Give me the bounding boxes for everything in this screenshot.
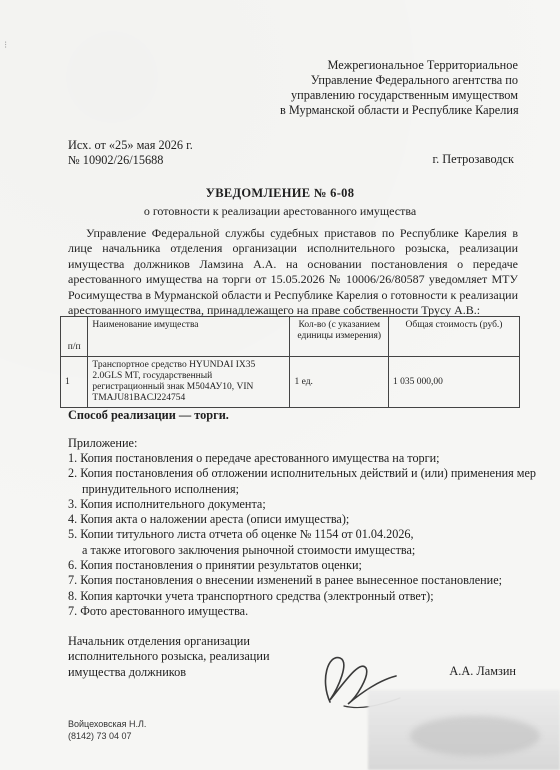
- header-name: Наименование имущества: [88, 317, 290, 357]
- signer-line: исполнительного розыска, реализации: [68, 649, 270, 664]
- attachment-item: а также итогового заключения рыночной стоимости имущества;: [82, 542, 416, 557]
- faded-stamp: [410, 716, 540, 756]
- addressee-line: Управление Федерального агентства по: [310, 73, 518, 87]
- outgoing-date: Исх. от «25» мая 2026 г.: [68, 138, 193, 152]
- signer-line: Начальник отделения организации: [68, 634, 250, 648]
- signer-name: А.А. Ламзин: [449, 664, 516, 678]
- attachment-item: 2. Копия постановления об отложении исполнительных действий и (или) применения мер: [68, 466, 536, 481]
- document-title: УВЕДОМЛЕНИЕ № 6-08: [205, 186, 355, 200]
- header-cost: Общая стоимость (руб.): [388, 317, 519, 357]
- executor-block: [68, 718, 146, 742]
- attachment-item: 6. Копия постановления о принятии результатов оценки;: [68, 558, 362, 573]
- header-num: п/п: [61, 317, 88, 357]
- attachment-item: 3. Копия исполнительного документа;: [68, 496, 266, 511]
- outgoing-reference: [68, 138, 193, 168]
- table-header-row: [61, 317, 520, 357]
- cell-name: Транспортное средство HYUNDAI IX35 2.0GLS MT, государственный регистрационный знак М504АУ10, VIN TMAJU81BACJ224754: [88, 357, 290, 408]
- addressee-line: Межрегиональное Территориальное: [327, 58, 518, 72]
- body-paragraph: Управление Федеральной службы судебных приставов по Республике Карелия в лице начальника отделения организации исполнительного розыска, реализации имущества должников Ламзина А.А. на основании постановления о передаче арестованного имущества на торги от 15.05.2026 № 10006/26/80587 уведомляет МТУ Росимущества в Мурманской области и Республике Карелия о готовности к реализации арестованного имущества, принадлежащего на праве собственности Трусу А.В.:: [68, 226, 518, 318]
- cell-qty: 1 ед.: [290, 357, 389, 408]
- executor-phone: (8142) 73 04 07: [68, 731, 132, 741]
- signer-position: [68, 634, 270, 680]
- outgoing-number: № 10902/26/15688: [68, 153, 164, 167]
- attachment-item: 7. Фото арестованного имущества.: [68, 603, 249, 618]
- attachment-item: принудительного исполнения;: [82, 481, 239, 496]
- attachment-item: 5. Копии титульного листа отчета об оценке № 1154 от 01.04.2026,: [68, 527, 414, 542]
- scan-artifact: ⁝: [4, 40, 8, 51]
- attachments-list: [68, 451, 538, 619]
- addressee-line: управлению государственным имуществом: [290, 88, 518, 102]
- attachment-item: 7. Копия постановления о внесении изменений в ранее вынесенное постановление;: [68, 573, 502, 588]
- attachments-title: Приложение:: [68, 436, 138, 450]
- property-table: [60, 316, 520, 408]
- cell-cost: 1 035 000,00: [388, 357, 519, 408]
- document-subtitle: о готовности к реализации арестованного имущества: [143, 204, 417, 218]
- cell-num: 1: [61, 357, 88, 408]
- addressee-line: в Мурманской области и Республике Карелия: [280, 103, 519, 117]
- attachment-item: 4. Копия акта о наложении ареста (описи имущества);: [68, 512, 350, 527]
- table-row: [61, 357, 520, 408]
- sale-method: Способ реализации — торги.: [68, 408, 229, 422]
- city: г. Петрозаводск: [432, 152, 514, 166]
- executor-name: Войцеховская Н.Л.: [68, 719, 147, 729]
- attachment-item: 8. Копия карточки учета транспортного средства (электронный ответ);: [68, 588, 434, 603]
- header-qty: Кол-во (с указанием единицы измерения): [290, 317, 389, 357]
- attachment-item: 1. Копия постановления о передаче арестованного имущества на торги;: [68, 451, 440, 465]
- addressee-block: [280, 58, 518, 118]
- signer-line: имущества должников: [68, 664, 187, 679]
